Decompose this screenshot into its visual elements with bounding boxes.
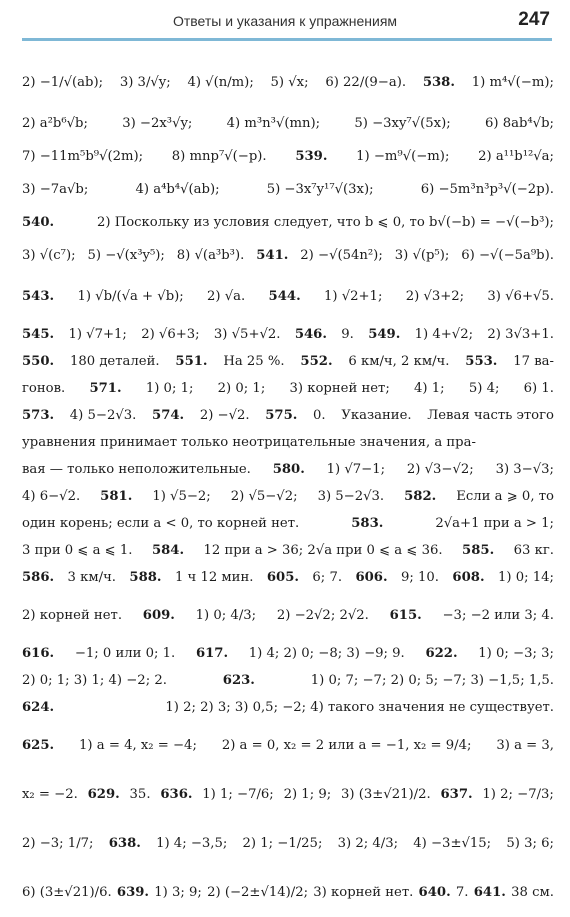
answer-item: 8) √(a³b³). xyxy=(176,248,245,263)
answer-item: 1) √7−1; xyxy=(326,462,386,477)
answer-line xyxy=(22,348,554,375)
answer-item: 6) 1. xyxy=(523,381,554,396)
answer-item: На 25 %. xyxy=(223,354,285,369)
answer-line xyxy=(22,321,554,348)
answer-item: 5) 3; 6; xyxy=(506,836,554,851)
answer-item: 5) −3x⁷y¹⁷√(3x); xyxy=(266,182,374,197)
answer-item: 6) −√(−5a⁹b). xyxy=(461,248,554,263)
answer-line xyxy=(22,591,554,640)
answer-line xyxy=(22,770,554,819)
exercise-number: 584. xyxy=(151,543,185,558)
exercise-number: 541. xyxy=(256,248,289,263)
exercise-number: 552. xyxy=(300,354,333,369)
answer-item: 1) 0; 4/3; xyxy=(195,608,257,623)
answer-item: x₂ = −2. xyxy=(22,787,78,802)
answer-item: 1 ч 12 мин. xyxy=(174,570,254,585)
answer-item: 2) −√(54n²); xyxy=(300,248,383,263)
answer-item: 6) 8ab⁴√b; xyxy=(484,116,554,131)
answer-item: 2) корней нет. xyxy=(22,608,123,623)
exercise-number: 543. xyxy=(22,289,55,304)
running-title: Ответы и указания к упражнениям xyxy=(172,13,398,29)
answer-line xyxy=(22,429,554,456)
answer-item: 2) √3−√2; xyxy=(406,462,474,477)
answer-item: 2) −1/√(ab); xyxy=(22,75,104,90)
answer-item: 3) 3/√y; xyxy=(119,75,171,90)
answer-item: 3 км/ч. xyxy=(67,570,116,585)
answer-item: 1) √5−2; xyxy=(152,489,211,504)
answer-line xyxy=(22,107,554,140)
answer-item: 1) −m⁹√(−m); xyxy=(356,149,450,164)
answer-item: 0. xyxy=(313,408,326,423)
answer-item: 2) (−2±√14)/2; xyxy=(207,885,309,900)
answer-item: 1) √b/(√a + √b); xyxy=(77,289,184,304)
exercise-number: 617. xyxy=(195,646,229,661)
exercise-number: 540. xyxy=(22,215,55,230)
answer-item: один корень; если a < 0, то корней нет. xyxy=(22,516,300,531)
answer-item: 2) −√2. xyxy=(199,408,250,423)
answer-item: 9. xyxy=(341,327,354,342)
answer-item: 1) 2; −7/3; xyxy=(482,787,554,802)
answer-item: 1) m⁴√(−m); xyxy=(471,75,554,90)
answer-item: 4) √(n/m); xyxy=(187,75,254,90)
answer-item: 5) √x; xyxy=(270,75,309,90)
exercise-number: 553. xyxy=(465,354,498,369)
answer-item: 3) a = 3, xyxy=(496,738,554,753)
exercise-number: 539. xyxy=(295,149,328,164)
page-number: 247 xyxy=(518,9,550,30)
exercise-number: 639. xyxy=(116,885,150,900)
exercise-number: 583. xyxy=(351,516,384,531)
answer-item: 1) √7+1; xyxy=(68,327,127,342)
exercise-number: 640. xyxy=(418,885,451,900)
answer-line xyxy=(22,640,554,667)
answer-item: 17 ва- xyxy=(513,354,554,369)
exercise-number: 538. xyxy=(422,75,455,90)
answer-item: 2) 0; 1; 3) 1; 4) −2; 2. xyxy=(22,673,167,688)
answer-line xyxy=(22,564,554,591)
exercise-number: 582. xyxy=(404,489,437,504)
answer-line xyxy=(22,272,554,321)
answer-line xyxy=(22,483,554,510)
answer-item: 5) −3xy⁷√(5x); xyxy=(354,116,451,131)
answer-line xyxy=(22,694,554,721)
exercise-number: 624. xyxy=(22,700,55,715)
answer-item: 1) √2+1; xyxy=(323,289,383,304)
exercise-number: 573. xyxy=(22,408,55,423)
exercise-number: 545. xyxy=(22,327,55,342)
answer-item: 7. xyxy=(455,885,469,900)
answer-line xyxy=(22,537,554,564)
exercise-number: 571. xyxy=(89,381,122,396)
exercise-number: 615. xyxy=(389,608,422,623)
exercise-number: 549. xyxy=(368,327,401,342)
answer-item: 4) −3±√15; xyxy=(413,836,492,851)
exercise-number: 550. xyxy=(22,354,55,369)
answer-line xyxy=(22,456,554,483)
answer-item: 2) a²b⁶√b; xyxy=(22,116,88,131)
exercise-number: 625. xyxy=(22,738,55,753)
answer-item: 1) 0; 14; xyxy=(497,570,554,585)
answer-item: 3) −7a√b; xyxy=(22,182,89,197)
answer-item: 4) 1; xyxy=(414,381,445,396)
answer-item: Если a ⩾ 0, то xyxy=(456,489,554,504)
answer-item: 3) 3−√3; xyxy=(495,462,554,477)
answer-item: 3) √(c⁷); xyxy=(22,248,76,263)
answer-item: 3) 5−2√3. xyxy=(317,489,385,504)
answer-item: 5) 4; xyxy=(468,381,500,396)
exercise-number: 636. xyxy=(160,787,193,802)
answer-item: 63 кг. xyxy=(513,543,554,558)
exercise-number: 551. xyxy=(175,354,208,369)
exercise-number: 641. xyxy=(473,885,506,900)
answer-item: 3) корней нет; xyxy=(289,381,390,396)
answer-item: 1) 4+√2; xyxy=(414,327,474,342)
exercise-number: 574. xyxy=(152,408,185,423)
answer-item: 1) 1; −7/6; xyxy=(202,787,274,802)
answer-item: 2) √3+2; xyxy=(405,289,465,304)
answer-item: 2) −2√2; 2√2. xyxy=(276,608,369,623)
answer-item: Левая часть этого xyxy=(427,408,554,423)
exercise-number: 588. xyxy=(129,570,162,585)
answer-item: 1) 4; 2) 0; −8; 3) −9; 9. xyxy=(248,646,405,661)
answer-item: 2) √5−√2; xyxy=(230,489,298,504)
answer-line xyxy=(22,510,554,537)
answer-item: 35. xyxy=(129,787,151,802)
exercise-number: 581. xyxy=(100,489,133,504)
answer-item: 4) m³n³√(mn); xyxy=(226,116,321,131)
exercise-number: 575. xyxy=(265,408,298,423)
answer-item: 3) корней нет. xyxy=(313,885,414,900)
answer-item: 3) 2; 4/3; xyxy=(337,836,399,851)
exercise-number: 544. xyxy=(268,289,301,304)
answer-item: 1) a = 4, x₂ = −4; xyxy=(79,738,197,753)
answer-line xyxy=(22,239,554,272)
answer-item: 12 при a > 36; 2√a при 0 ⩽ a ⩽ 36. xyxy=(203,543,443,558)
answer-item: 3) √(p⁵); xyxy=(394,248,450,263)
answer-item: 1) 0; 7; −7; 2) 0; 5; −7; 3) −1,5; 1,5. xyxy=(310,673,554,688)
answer-item: 2) Поскольку из условия следует, что b ⩽ 0, то b√(−b) = −√(−b³); xyxy=(96,215,554,230)
answer-item: 3) √5+√2. xyxy=(213,327,281,342)
answer-item: 9; 10. xyxy=(401,570,439,585)
answer-item: 1) 0; −3; 3; xyxy=(478,646,554,661)
answer-item: 4) 5−2√3. xyxy=(69,408,137,423)
exercise-number: 585. xyxy=(462,543,495,558)
exercise-number: 608. xyxy=(452,570,485,585)
answer-item: 6; 7. xyxy=(312,570,343,585)
exercise-number: 606. xyxy=(355,570,388,585)
answer-item: 2) 1; 9; xyxy=(283,787,332,802)
answer-item: 5) −√(x³y⁵); xyxy=(87,248,165,263)
answer-item: 6) (3±√21)/6. xyxy=(22,885,112,900)
answer-item: −3; −2 или 3; 4. xyxy=(442,608,554,623)
answer-item: 2√a+1 при a > 1; xyxy=(435,516,554,531)
answer-item: 2) a¹¹b¹²√a; xyxy=(478,149,554,164)
answer-line xyxy=(22,721,554,770)
exercise-number: 546. xyxy=(294,327,327,342)
exercise-number: 580. xyxy=(272,462,305,477)
answer-line xyxy=(22,667,554,694)
exercise-number: 622. xyxy=(425,646,458,661)
answer-item: вая — только неположительные. xyxy=(22,462,251,477)
answer-line xyxy=(22,58,554,107)
exercise-number: 605. xyxy=(266,570,299,585)
header-rule xyxy=(22,38,552,41)
exercise-number: 637. xyxy=(440,787,473,802)
answer-item: 2) a = 0, x₂ = 2 или a = −1, x₂ = 9/4; xyxy=(221,738,472,753)
answer-item: 4) 6−√2. xyxy=(22,489,81,504)
answer-item: 3) −2x³√y; xyxy=(122,116,193,131)
answer-item: 1) 4; −3,5; xyxy=(156,836,228,851)
answer-line xyxy=(22,140,554,173)
answer-line xyxy=(22,868,554,917)
answer-item: 38 см. xyxy=(511,885,554,900)
exercise-number: 616. xyxy=(22,646,55,661)
answer-item: Указание. xyxy=(341,408,412,423)
answer-item: 2) √a. xyxy=(207,289,246,304)
answer-item: 1) 3; 9; xyxy=(154,885,202,900)
exercise-number: 609. xyxy=(142,608,175,623)
answer-item: уравнения принимает только неотрицательные значения, а пра- xyxy=(22,435,476,450)
answer-line xyxy=(22,819,554,868)
answer-line xyxy=(22,375,554,402)
answer-item: 2) √6+3; xyxy=(141,327,200,342)
answer-line xyxy=(22,206,554,239)
answer-item: 6) 22/(9−a). xyxy=(325,75,407,90)
answer-item: 3) (3±√21)/2. xyxy=(340,787,431,802)
answer-item: −1; 0 или 0; 1. xyxy=(74,646,176,661)
answer-item: 7) −11m⁵b⁹√(2m); xyxy=(22,149,144,164)
answer-item: гонов. xyxy=(22,381,66,396)
answer-item: 3 при 0 ⩽ a ⩽ 1. xyxy=(22,543,133,558)
answer-item: 180 деталей. xyxy=(69,354,160,369)
answer-item: 6) −5m³n³p³√(−2p). xyxy=(420,182,554,197)
answer-line xyxy=(22,402,554,429)
answer-item: 1) 0; 1; xyxy=(145,381,194,396)
exercise-number: 623. xyxy=(222,673,255,688)
answer-item: 4) a⁴b⁴√(ab); xyxy=(135,182,220,197)
exercise-number: 629. xyxy=(87,787,120,802)
answer-item: 1) 2; 2) 3; 3) 0,5; −2; 4) такого значения не существует. xyxy=(165,700,554,715)
answer-item: 3) √6+√5. xyxy=(487,289,554,304)
exercise-number: 638. xyxy=(108,836,141,851)
answers-text xyxy=(22,58,554,917)
answer-item: 8) mnp⁷√(−p). xyxy=(171,149,267,164)
answer-item: 2) −3; 1/7; xyxy=(22,836,94,851)
page-header xyxy=(0,0,570,42)
answer-item: 2) 1; −1/25; xyxy=(242,836,323,851)
answer-item: 2) 3√3+1. xyxy=(487,327,554,342)
answer-line xyxy=(22,173,554,206)
exercise-number: 586. xyxy=(22,570,55,585)
answer-item: 2) 0; 1; xyxy=(217,381,266,396)
answer-item: 6 км/ч, 2 км/ч. xyxy=(348,354,450,369)
